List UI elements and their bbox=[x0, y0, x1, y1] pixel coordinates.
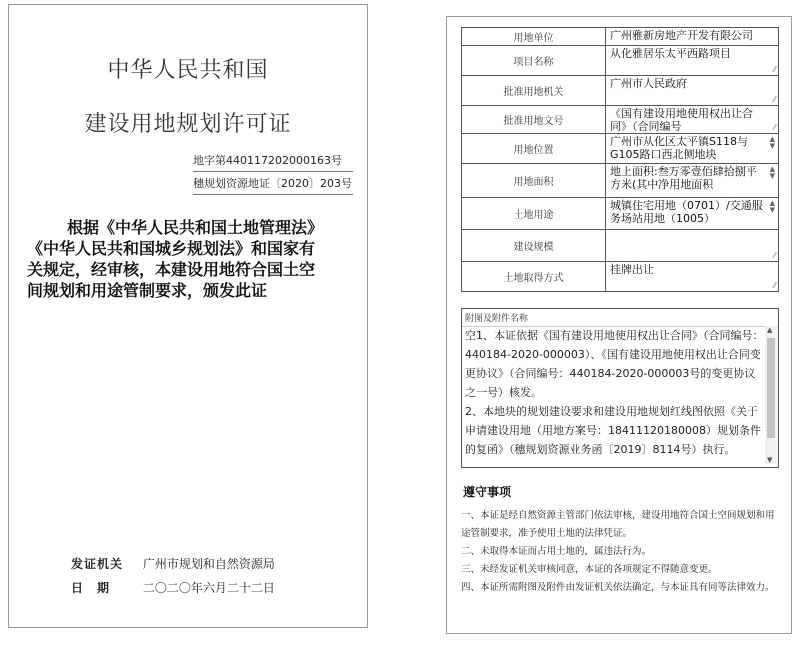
row-label: 项目名称 bbox=[462, 46, 606, 76]
annex-scrollbar[interactable] bbox=[765, 326, 777, 464]
field-value: 广州雅新房地产开发有限公司 bbox=[610, 29, 753, 42]
row-label: 批准用地机关 bbox=[462, 76, 606, 106]
table-row bbox=[462, 134, 779, 164]
resize-handle-icon[interactable]: ⁄⁄ bbox=[773, 251, 776, 260]
row-label: 用地面积 bbox=[462, 164, 606, 198]
table-row bbox=[462, 76, 779, 106]
field-value: 挂牌出让 bbox=[610, 263, 654, 276]
acquisition-field[interactable] bbox=[606, 262, 779, 292]
approval-number: 穗规划资源地证〔2020〕203号 bbox=[193, 175, 353, 195]
issuer-row bbox=[71, 555, 275, 572]
land-use-field[interactable] bbox=[606, 198, 779, 230]
table-row bbox=[462, 198, 779, 230]
notice-item: 三、未经发证机关审核同意，本证的各项规定不得随意变更。 bbox=[461, 564, 718, 575]
area-field[interactable] bbox=[606, 164, 779, 198]
approval-authority-field[interactable] bbox=[606, 76, 779, 106]
basis-line: 根据《中华人民共和国土地管理法》 bbox=[67, 218, 324, 237]
resize-handle-icon[interactable]: ⁄⁄ bbox=[773, 95, 776, 104]
scroll-down-icon[interactable]: ▼ bbox=[767, 456, 773, 464]
certificate-cover-page bbox=[8, 4, 368, 628]
annex-paragraph: 2、本地块的规划建设要求和建设用地规划红线图依照《关于申请建设用地（用地方案号：18411120180008）规划条件的复函》（穗规划资源业务函〔2019〕8114号）执行。 bbox=[465, 405, 761, 456]
date-value: 二〇二〇年六月二十二日 bbox=[142, 581, 275, 595]
issuer-label: 发证机关 bbox=[71, 557, 124, 571]
resize-handle-icon[interactable]: ⁄⁄ bbox=[773, 281, 776, 290]
field-value: 从化雅居乐太平西路项目 bbox=[610, 47, 731, 60]
field-value: 城镇住宅用地（0701）/交通服务场站用地（1005） bbox=[610, 199, 763, 225]
country-title: 中华人民共和国 bbox=[107, 58, 269, 83]
date-row bbox=[71, 579, 275, 596]
project-name-field[interactable] bbox=[606, 46, 779, 76]
annex-textarea[interactable] bbox=[465, 326, 764, 464]
scroll-thumb[interactable] bbox=[767, 338, 775, 438]
notice-list bbox=[461, 507, 783, 597]
basis-line: 关规定，经审核，本建设用地符合国土空 bbox=[27, 260, 316, 279]
resize-handle-icon[interactable]: ⁄⁄ bbox=[773, 123, 776, 132]
row-label: 用地单位 bbox=[462, 28, 606, 46]
issuer-value: 广州市规划和自然资源局 bbox=[142, 557, 275, 571]
field-value: 广州市人民政府 bbox=[610, 77, 687, 90]
table-row bbox=[462, 164, 779, 198]
approval-doc-field[interactable] bbox=[606, 106, 779, 134]
annex-label: 附图及附件名称 bbox=[462, 309, 778, 327]
table-row bbox=[462, 28, 779, 46]
land-info-table bbox=[461, 27, 779, 292]
table-row bbox=[462, 262, 779, 292]
field-value: 地上面积:叁万零壹佰肆拾捌平方米(其中净用地面积 bbox=[610, 165, 757, 191]
basis-line: 间规划和用途管制要求，颁发此证 bbox=[27, 281, 268, 300]
row-label: 用地位置 bbox=[462, 134, 606, 164]
resize-handle-icon[interactable]: ⁄⁄ bbox=[773, 65, 776, 74]
row-label: 建设规模 bbox=[462, 230, 606, 262]
spinner-icon[interactable]: ▲ ▼ bbox=[769, 165, 775, 180]
land-unit-field[interactable] bbox=[606, 28, 779, 46]
row-label: 土地用途 bbox=[462, 198, 606, 230]
table-row bbox=[462, 106, 779, 134]
table-row bbox=[462, 230, 779, 262]
annex-paragraph: 空1、本证依据《国有建设用地使用权出让合同》（合同编号：440184-2020-000003）、《国有建设用地使用权出让合同变更协议》（合同编号：440184-2020-000003号的变更协议之一号）核发。 bbox=[465, 329, 764, 399]
location-field[interactable] bbox=[606, 134, 779, 164]
scroll-up-icon[interactable]: ▲ bbox=[767, 326, 773, 334]
field-value: 《国有建设用地使用权出让合同》（合同编号 bbox=[610, 107, 753, 131]
certificate-title: 建设用地规划许可证 bbox=[84, 112, 292, 137]
basis-line: 《中华人民共和国城乡规划法》和国家有 bbox=[27, 239, 316, 258]
row-label: 批准用地文号 bbox=[462, 106, 606, 134]
notice-item: 四、本证所需附图及附件由发证机关依法确定，与本证具有同等法律效力。 bbox=[461, 582, 775, 593]
row-label: 土地取得方式 bbox=[462, 262, 606, 292]
table-row bbox=[462, 46, 779, 76]
annex-section bbox=[461, 308, 779, 468]
notice-item: 二、未取得本证而占用土地的，属违法行为。 bbox=[461, 546, 652, 557]
field-value bbox=[610, 231, 764, 246]
certificate-details-page bbox=[446, 16, 792, 634]
legal-basis-text bbox=[27, 217, 353, 301]
land-number: 地字第440117202000163号 bbox=[193, 152, 353, 172]
spinner-icon[interactable]: ▲ ▼ bbox=[769, 199, 775, 214]
field-value: 广州市从化区太平镇S118与G105路口西北侧地块 bbox=[610, 135, 748, 161]
scale-field[interactable] bbox=[606, 230, 779, 262]
notice-item: 一、本证是经自然资源主管部门依法审核，建设用地符合国土空间规划和用途管制要求，准予使用土地的法律凭证。 bbox=[461, 510, 775, 539]
spinner-icon[interactable]: ▲ ▼ bbox=[769, 135, 775, 150]
date-label: 日 期 bbox=[71, 581, 111, 595]
notice-title: 遵守事项 bbox=[463, 485, 512, 499]
